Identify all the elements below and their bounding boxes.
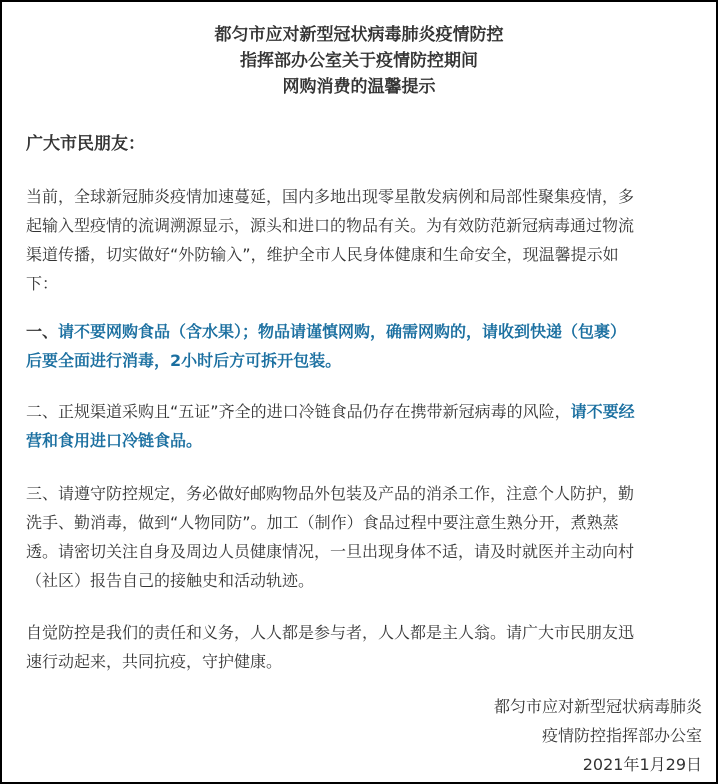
item-two-line-1 bbox=[26, 397, 702, 426]
signature-block bbox=[494, 692, 702, 779]
closing-line: 速行动起来，共同抗疫，守护健康。 bbox=[26, 652, 283, 671]
item-three-line: （社区）报告自己的接触史和活动轨迹。 bbox=[26, 571, 315, 590]
item-three-paragraph bbox=[26, 479, 702, 595]
signature-org-line-1: 都匀市应对新型冠状病毒肺炎 bbox=[493, 697, 702, 716]
intro-line: 起输入型疫情的流调溯源显示，源头和进口的物品有关。为有效防范新冠病毒通过物流 bbox=[26, 216, 635, 235]
intro-line: 渠道传播，切实做好“外防输入”，维护全市人民身体健康和生命安全，现温馨提示如 bbox=[26, 245, 619, 264]
closing-line: 自觉防控是我们的责任和义务，人人都是参与者，人人都是主人翁。请广大市民朋友迅 bbox=[26, 623, 635, 642]
item-two-highlight-2: 营和食用进口冷链食品。 bbox=[26, 431, 203, 450]
signature-date: 2021年1月29日 bbox=[582, 755, 702, 774]
item-three-line: 三、请遵守防控规定，务必做好邮购物品外包装及产品的消杀工作，注意个人防护，勤 bbox=[26, 484, 635, 503]
item-one-highlight-1: 请不要网购食品（含水果）；物品请谨慎网购，确需网购的，请收到快递（包裹） bbox=[58, 322, 627, 341]
closing-paragraph bbox=[26, 618, 702, 676]
title-line-1: 都匀市应对新型冠状病毒肺炎疫情防控 bbox=[214, 25, 504, 45]
item-two-paragraph bbox=[26, 397, 702, 455]
title-line-2: 指挥部办公室关于疫情防控期间 bbox=[240, 51, 478, 71]
item-three-line: 透。请密切关注自身及周边人员健康情况，一旦出现身体不适，请及时就医并主动向村 bbox=[26, 542, 635, 561]
title-line-3: 网购消费的温馨提示 bbox=[282, 77, 436, 97]
item-one-highlight-2: 后要全面进行消毒，2小时后方可拆开包装。 bbox=[26, 351, 342, 370]
item-two-text: 二、正规渠道采购且“五证”齐全的进口冷链食品仍存在携带新冠病毒的风险， bbox=[26, 402, 571, 421]
greeting: 广大市民朋友： bbox=[26, 134, 145, 154]
intro-line: 当前，全球新冠肺炎疫情加速蔓延，国内多地出现零星散发病例和局部性聚集疫情，多 bbox=[26, 187, 635, 206]
item-one-paragraph bbox=[26, 317, 702, 375]
signature-org-line-2: 疫情防控指挥部办公室 bbox=[541, 726, 702, 745]
document-title bbox=[2, 22, 716, 100]
item-three-line: 洗手、勤消毒，做到“人物同防”。加工（制作）食品过程中要注意生熟分开，煮熟蒸 bbox=[26, 513, 619, 532]
item-two-highlight-1: 请不要经 bbox=[570, 402, 635, 421]
intro-line: 下： bbox=[26, 274, 59, 293]
intro-paragraph bbox=[26, 182, 702, 298]
item-one-prefix: 一、 bbox=[26, 322, 59, 341]
item-one-line-1 bbox=[26, 317, 702, 346]
